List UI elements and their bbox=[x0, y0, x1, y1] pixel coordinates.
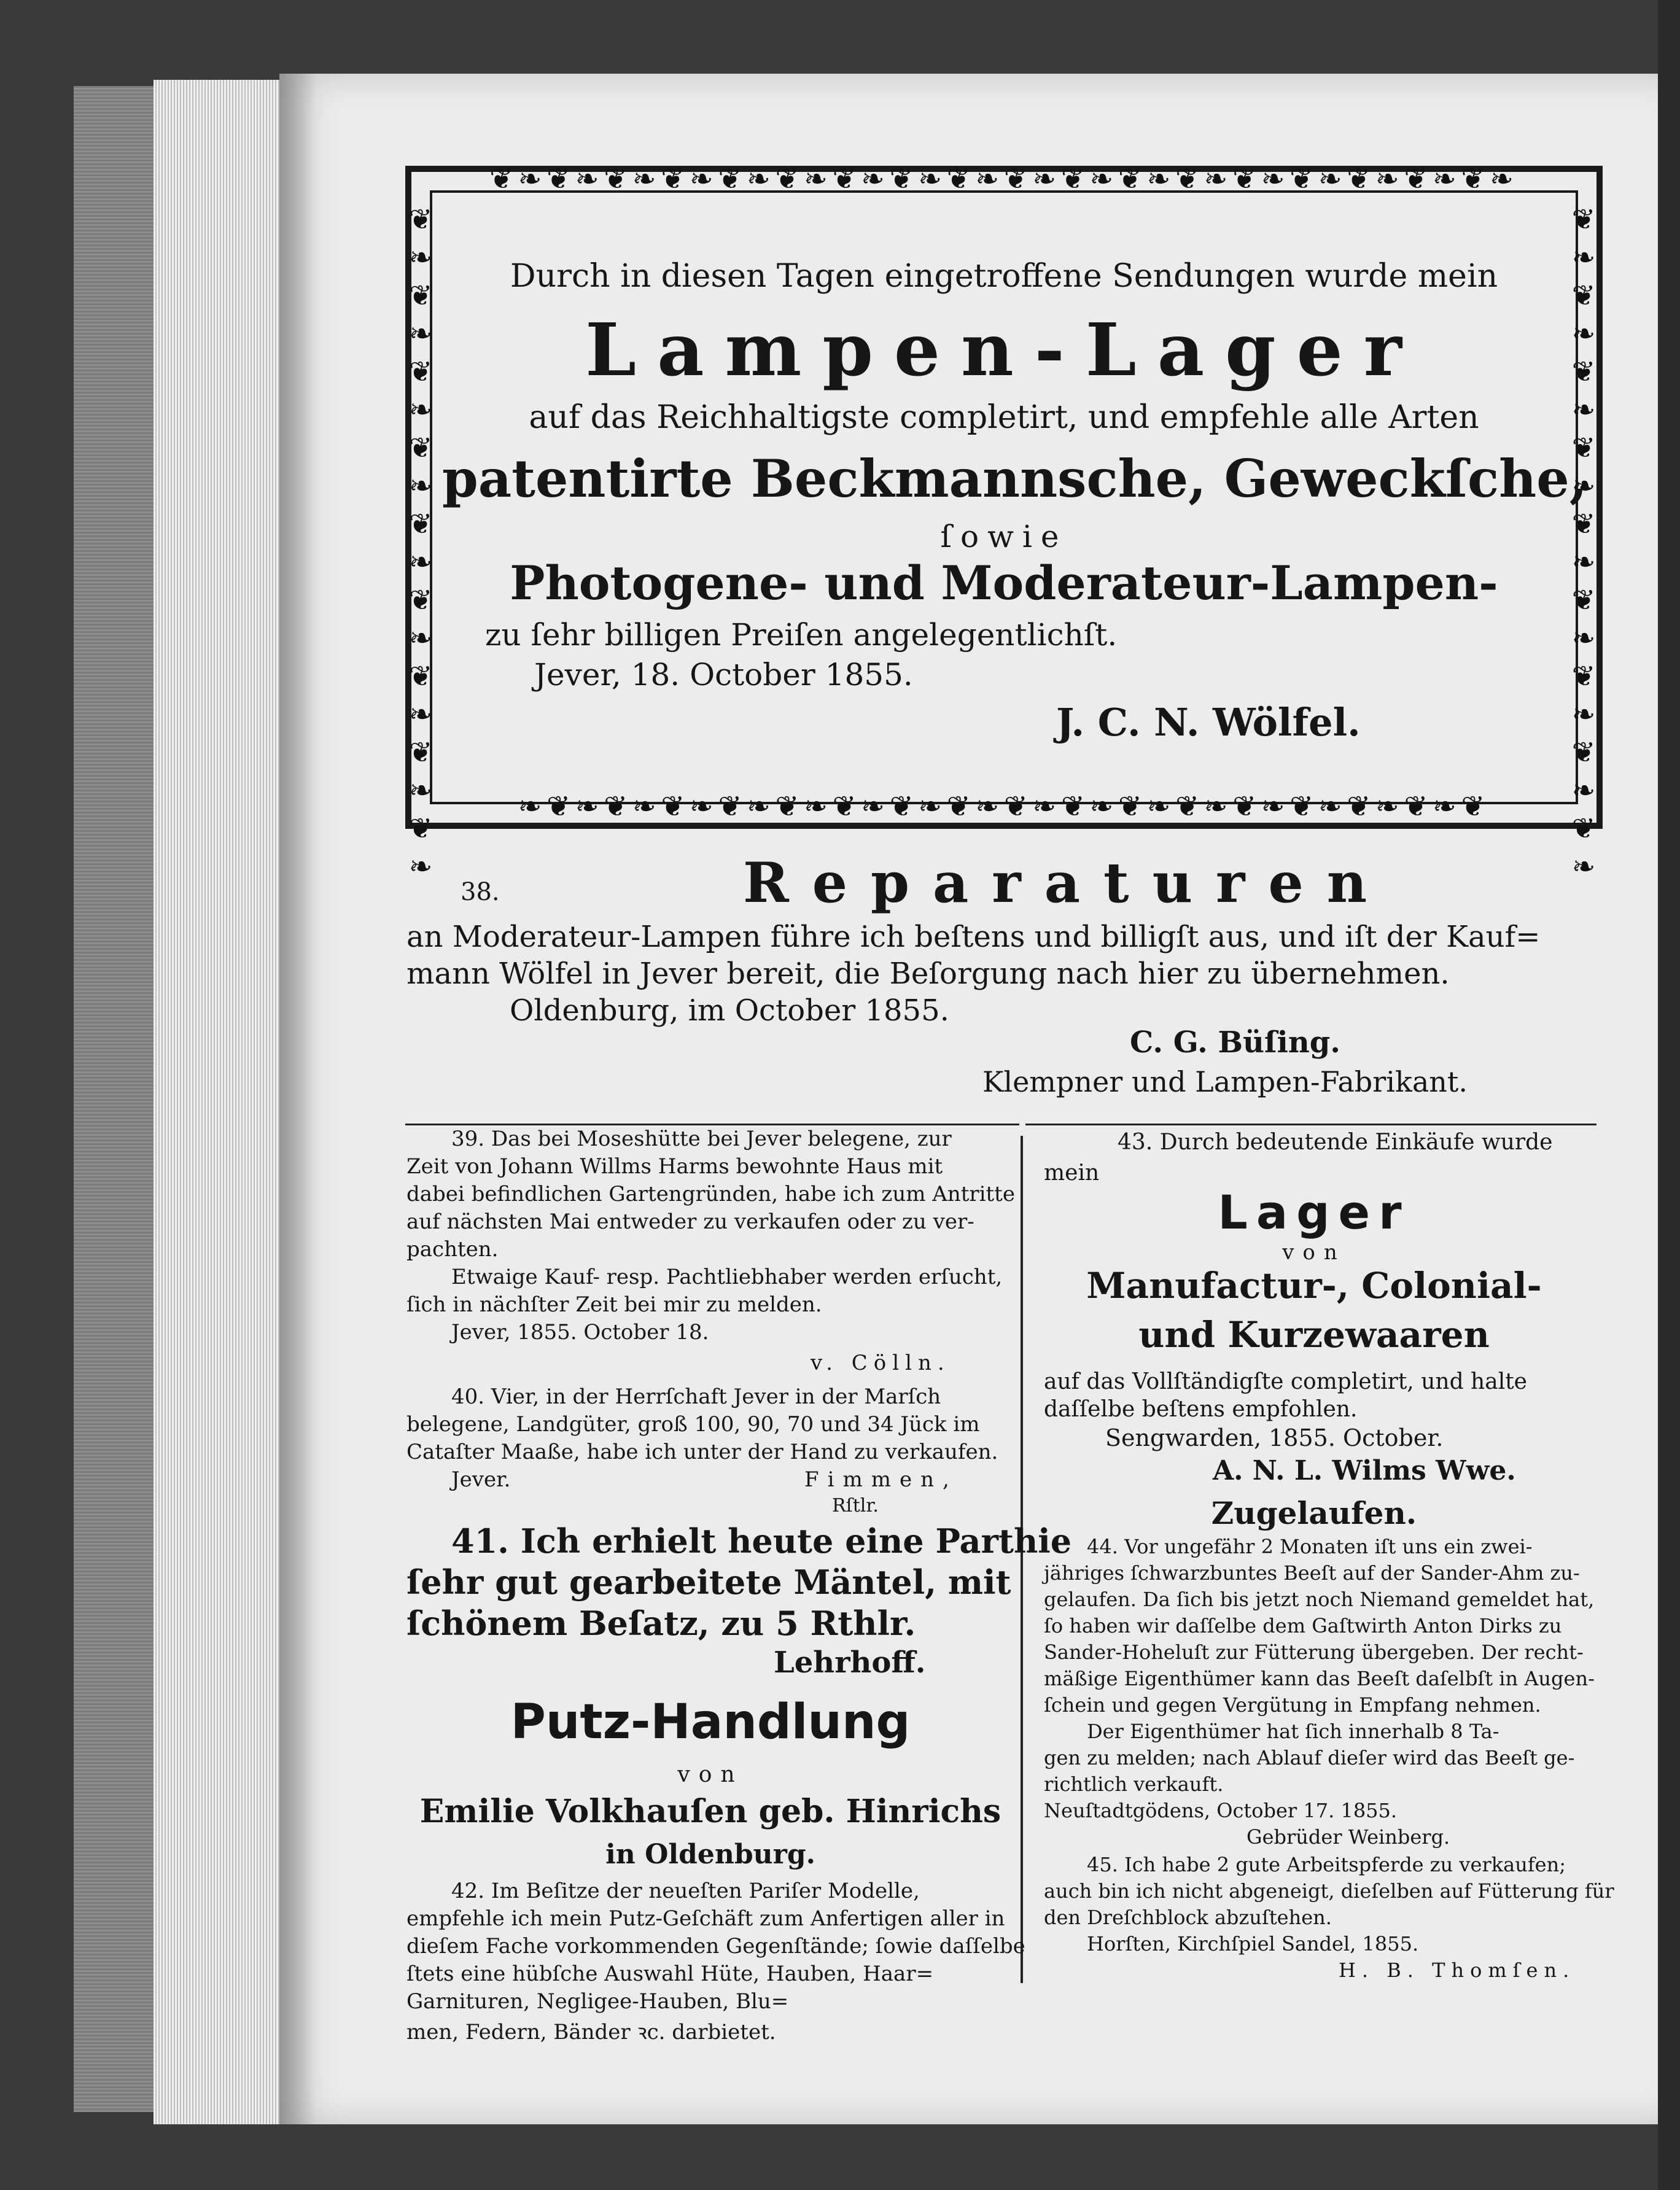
notice-44-signature: Gebrüder Weinberg. bbox=[1246, 1825, 1450, 1849]
putz-name: Emilie Volkhauſen geb. Hinrichs bbox=[419, 1793, 1001, 1830]
notice-38-date: Oldenburg, im October 1855. bbox=[510, 993, 949, 1028]
notice-44-line: Neuſtadtgödens, October 17. 1855. bbox=[1044, 1799, 1398, 1822]
notice-40-line: belegene, Landgüter, groß 100, 90, 70 und 34 Jück im bbox=[406, 1412, 980, 1437]
notice-40-signature-2: Rſtlr. bbox=[832, 1495, 879, 1516]
lager-goods-1: Manufactur-, Colonial- bbox=[1086, 1265, 1542, 1307]
notice-45-signature: H. B. Thomſen. bbox=[1339, 1959, 1576, 1982]
notice-39-line: pachten. bbox=[406, 1237, 499, 1262]
notice-41-line: 41. Ich erhielt heute eine Parthie bbox=[451, 1521, 1072, 1561]
notice-45-line: Horſten, Kirchſpiel Sandel, 1855. bbox=[1087, 1932, 1419, 1955]
notice-43-body: daſſelbe beſtens empfohlen. bbox=[1044, 1397, 1358, 1422]
lager-goods-2: und Kurzewaaren bbox=[1138, 1314, 1490, 1356]
putz-von: von bbox=[677, 1762, 744, 1787]
notice-44-line: 44. Vor ungefähr 2 Monaten iſt uns ein zwei- bbox=[1087, 1535, 1533, 1558]
notice-39-line: auf nächsten Mai entweder zu verkaufen oder zu ver- bbox=[406, 1210, 974, 1234]
notice-39-line: ſich in nächſter Zeit bei mir zu melden. bbox=[406, 1292, 822, 1317]
notice-44-line: ſo haben wir daſſelbe dem Gaſtwirth Anton Dirks zu bbox=[1044, 1614, 1562, 1637]
page-edges bbox=[154, 80, 289, 2124]
putz-headline: Putz-Handlung bbox=[510, 1695, 911, 1750]
notice-44-line: Der Eigenthümer hat ſich innerhalb 8 Ta- bbox=[1087, 1720, 1499, 1743]
zugelaufen-headline: Zugelaufen. bbox=[1211, 1495, 1417, 1531]
notice-42-line: dieſem Fache vorkommenden Gegenſtände; ſowie daſſelbe bbox=[406, 1934, 1025, 1959]
notice-44-line: mäßige Eigenthümer kann das Beeſt daſelbſt in Augen- bbox=[1044, 1667, 1595, 1690]
notice-44-line: ſchein und gegen Vergütung in Empfang nehmen. bbox=[1044, 1693, 1541, 1717]
notice-42-line: men, Federn, Bänder ꝛc. darbietet. bbox=[406, 2020, 776, 2044]
lager-headline: Lager bbox=[1218, 1185, 1410, 1240]
notice-40-line: Cataſter Maaße, habe ich unter der Hand zu verkaufen. bbox=[406, 1440, 998, 1464]
notice-44-line: jähriges ſchwarzbuntes Beeſt auf der Sander-Ahm zu- bbox=[1044, 1561, 1580, 1585]
ad-line-1: Durch in diesen Tagen eingetroffene Sendungen wurde mein bbox=[510, 258, 1498, 295]
ad-headline: Lampen-Lager bbox=[585, 307, 1423, 392]
notice-40-place: Jever. bbox=[451, 1467, 511, 1492]
ad-line-6: Photogene- und Moderateur-Lampen- bbox=[510, 556, 1498, 610]
notice-44-line: gen zu melden; nach Ablauf dieſer wird das Beeſt ge- bbox=[1044, 1746, 1575, 1769]
notice-45-line: auch bin ich nicht abgeneigt, dieſelben auf Fütterung für bbox=[1044, 1879, 1614, 1903]
notice-38-title: Klempner und Lampen-Fabrikant. bbox=[982, 1065, 1468, 1098]
notice-42-line: Garnituren, Negligee-Hauben, Blu= bbox=[406, 1989, 789, 2014]
ad-line-7: zu ſehr billigen Preiſen angelegentlichſt. bbox=[485, 617, 1118, 653]
notice-40-line: 40. Vier, in der Herrſchaft Jever in der Marſch bbox=[451, 1384, 941, 1409]
ad-line-5: ſowie bbox=[940, 519, 1068, 554]
notice-38-line-1: an Moderateur-Lampen führe ich beſtens und billigſt aus, und iſt der Kauf= bbox=[406, 920, 1541, 954]
ornament-left: ❦❧❦❧❦❧❦❧❦❧❦❧❦❧❦❧❦❧ bbox=[404, 203, 437, 888]
gutter-shadow bbox=[279, 74, 316, 2124]
notice-45-line: 45. Ich habe 2 gute Arbeitspferde zu verkaufen; bbox=[1087, 1853, 1566, 1876]
notice-42-line: 42. Im Beſitze der neueſten Pariſer Modelle, bbox=[451, 1879, 920, 1903]
notice-39-line: dabei befindlichen Gartengründen, habe ich zum Antritte bbox=[406, 1182, 1015, 1206]
notice-43-date: Sengwarden, 1855. October. bbox=[1105, 1424, 1444, 1451]
notice-39-line: 39. Das bei Moseshütte bei Jever belegene, zur bbox=[451, 1127, 952, 1151]
notice-42-line: empfehle ich mein Putz-Geſchäft zum Anfertigen aller in bbox=[406, 1906, 1005, 1931]
ad-signature: J. C. N. Wölfel. bbox=[1056, 700, 1361, 745]
notice-38-number: 38. bbox=[461, 878, 500, 906]
notice-38-signature: C. G. Büſing. bbox=[1130, 1025, 1341, 1060]
notice-45-line: den Dreſchblock abzuſtehen. bbox=[1044, 1906, 1332, 1929]
section-rule-right bbox=[1025, 1124, 1596, 1125]
ornament-bottom: ❧❦❧❦❧❦❧❦❧❦❧❦❧❦❧❦❧❦❧❦❧❦❧❦❧❦❧❦❧❦❧❦❧❦ bbox=[518, 790, 1490, 823]
notice-44-line: Sander-Hoheluſt zur Fütterung übergeben. Der recht- bbox=[1044, 1641, 1584, 1664]
ad-date: Jever, 18. October 1855. bbox=[534, 657, 913, 693]
notice-40-signature: Fimmen, bbox=[804, 1467, 958, 1492]
background-strip bbox=[1658, 0, 1680, 2190]
notice-44-line: gelaufen. Da ſich bis jetzt noch Niemand gemeldet hat, bbox=[1044, 1588, 1595, 1611]
notice-43-line-2: mein bbox=[1044, 1160, 1100, 1186]
notice-39-line: Jever, 1855. October 18. bbox=[451, 1320, 709, 1345]
notice-38-line-2: mann Wölfel in Jever bereit, die Beſorgung nach hier zu übernehmen. bbox=[406, 957, 1450, 991]
notice-41-line: ſehr gut gearbeitete Mäntel, mit bbox=[406, 1563, 1011, 1602]
notice-43-signature: A. N. L. Wilms Wwe. bbox=[1213, 1455, 1516, 1486]
notice-39-line: Etwaige Kauf- resp. Pachtliebhaber werden erſucht, bbox=[451, 1265, 1003, 1289]
section-rule-left bbox=[405, 1124, 1019, 1125]
notice-43-body: auf das Vollſtändigſte completirt, und halte bbox=[1044, 1369, 1527, 1394]
notice-38-headline: Reparaturen bbox=[743, 850, 1391, 915]
notice-39-signature: v. Cölln. bbox=[811, 1351, 951, 1375]
ad-line-3: auf das Reichhaltigste completirt, und empfehle alle Arten bbox=[529, 399, 1479, 436]
ornament-top: ❦❧❦❧❦❧❦❧❦❧❦❧❦❧❦❧❦❧❦❧❦❧❦❧❦❧❦❧❦❧❦❧❦❧❦❧ bbox=[489, 162, 1519, 195]
ad-line-4: patentirte Beckmannsche, Geweckſche, bbox=[442, 448, 1587, 509]
notice-41-signature: Lehrhoff. bbox=[774, 1645, 926, 1680]
notice-44-line: richtlich verkauft. bbox=[1044, 1773, 1224, 1796]
notice-41-line: ſchönem Beſatz, zu 5 Rthlr. bbox=[406, 1604, 916, 1643]
notice-42-line: ſtets eine hübſche Auswahl Hüte, Hauben, Haar= bbox=[406, 1962, 934, 1986]
ornament-right: ❦❧❦❧❦❧❦❧❦❧❦❧❦❧❦❧❦❧ bbox=[1567, 203, 1600, 888]
putz-place: in Oldenburg. bbox=[605, 1839, 815, 1870]
notice-43-line-1: 43. Durch bedeutende Einkäufe wurde bbox=[1118, 1130, 1553, 1155]
notice-39-line: Zeit von Johann Willms Harms bewohnte Haus mit bbox=[406, 1154, 943, 1179]
lager-von: von bbox=[1282, 1240, 1346, 1265]
